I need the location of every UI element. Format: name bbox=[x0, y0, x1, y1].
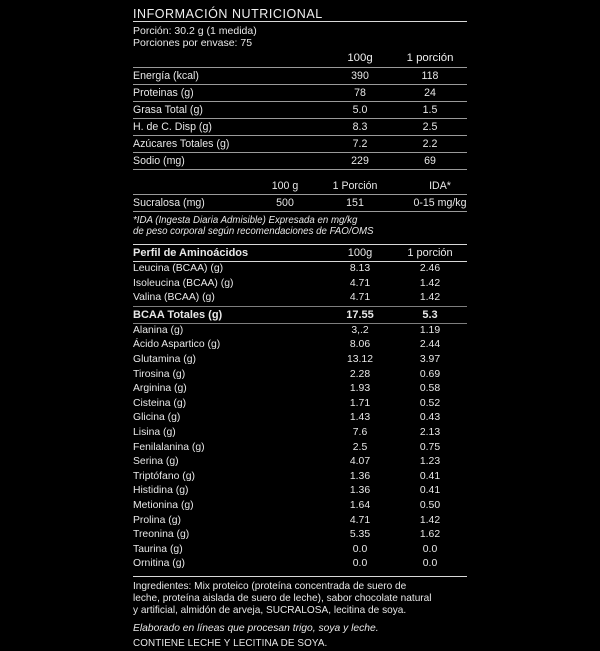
row-value-100g: 4.71 bbox=[349, 514, 371, 526]
amino-header-100g: 100g bbox=[347, 247, 373, 259]
row-value-100g: 1.36 bbox=[349, 485, 371, 497]
row-label: Cisteina (g) bbox=[133, 397, 187, 409]
row-label: Leucina (BCAA) (g) bbox=[133, 263, 224, 274]
row-value-100g: 2.28 bbox=[349, 368, 371, 380]
table-row bbox=[133, 368, 467, 383]
table-row bbox=[133, 262, 467, 277]
row-label: Alanina (g) bbox=[133, 324, 184, 336]
row-value-portion: 0.69 bbox=[419, 368, 441, 380]
amino-header-label: Perfil de Aminoácidos bbox=[133, 247, 249, 259]
table-row bbox=[133, 68, 467, 84]
row-value-100g: 5.0 bbox=[352, 103, 368, 116]
serving-per-container: Porciones por envase: 75 bbox=[133, 37, 253, 50]
page-title: INFORMACIÓN NUTRICIONAL bbox=[133, 7, 323, 21]
table-row bbox=[133, 514, 467, 529]
row-value-100g: 78 bbox=[354, 86, 366, 99]
amino-table-header bbox=[133, 245, 467, 261]
row-value-portion: 1.42 bbox=[419, 292, 441, 304]
allergen-notice: Elaborado en líneas que procesan trigo, soya y leche. bbox=[133, 623, 379, 635]
row-label: Ornitina (g) bbox=[133, 558, 185, 570]
row-value-100g: 2.5 bbox=[352, 441, 368, 453]
row-value-100g: 4.71 bbox=[349, 277, 371, 289]
serving-portion: Porción: 30.2 g (1 medida) bbox=[133, 25, 257, 37]
row-value-portion: 3.97 bbox=[419, 353, 441, 365]
table-row bbox=[133, 543, 467, 558]
row-label: Histidina (g) bbox=[133, 485, 189, 497]
row-label: Isoleucina (BCAA) (g) bbox=[133, 277, 234, 289]
row-value-100g: 1.43 bbox=[349, 412, 371, 424]
row-value-100g: 17.55 bbox=[346, 308, 374, 321]
row-value-portion: 1.42 bbox=[419, 277, 441, 289]
row-value-portion: 1.42 bbox=[419, 514, 441, 526]
row-label: Serina (g) bbox=[133, 456, 179, 468]
row-label: H. de C. Disp (g) bbox=[133, 120, 212, 133]
row-label: Valina (BCAA) (g) bbox=[133, 292, 215, 304]
row-value-portion: 0.41 bbox=[419, 470, 441, 482]
row-value-portion: 5.3 bbox=[422, 308, 438, 321]
row-label: Tirosina (g) bbox=[133, 368, 186, 380]
row-value-portion: 0.0 bbox=[422, 558, 438, 570]
table-row bbox=[133, 136, 467, 152]
table-row bbox=[133, 119, 467, 135]
sucralose-header-100g: 100 g bbox=[271, 179, 299, 192]
row-value-portion: 0.52 bbox=[419, 397, 441, 409]
ida-footnote-line1: *IDA (Ingesta Diaria Admisible) Expresada en mg/kg bbox=[133, 214, 358, 226]
row-value-portion: 0.43 bbox=[419, 412, 441, 424]
row-value-100g: 8.3 bbox=[352, 120, 368, 133]
row-value-100g: 13.12 bbox=[346, 353, 374, 365]
row-label: Grasa Total (g) bbox=[133, 103, 203, 116]
table-row bbox=[133, 102, 467, 118]
row-value-portion: 1.23 bbox=[419, 456, 441, 468]
row-value-100g: 7.6 bbox=[352, 426, 368, 438]
table-row bbox=[133, 484, 467, 499]
table-row bbox=[133, 324, 467, 339]
table-row bbox=[133, 85, 467, 101]
row-label: Metionina (g) bbox=[133, 499, 194, 511]
row-label: BCAA Totales (g) bbox=[133, 308, 223, 321]
row-label: Fenilalanina (g) bbox=[133, 441, 205, 453]
main-header-100g: 100g bbox=[347, 51, 373, 64]
main-nutrition-table bbox=[133, 67, 467, 170]
row-value-portion: 24 bbox=[424, 86, 436, 99]
row-value-100g: 1.36 bbox=[349, 470, 371, 482]
main-header-portion: 1 porción bbox=[406, 51, 454, 64]
row-value-100g: 500 bbox=[276, 196, 294, 209]
label-content bbox=[133, 0, 467, 650]
table-row bbox=[133, 557, 467, 572]
serving-info bbox=[133, 22, 467, 50]
row-value-portion: 0.58 bbox=[419, 383, 441, 395]
row-value-portion: 118 bbox=[421, 69, 439, 82]
row-label: Sucralosa (mg) bbox=[133, 196, 205, 209]
row-label: Glicina (g) bbox=[133, 412, 181, 424]
row-value-100g: 7.2 bbox=[352, 137, 368, 150]
row-value-portion: 0.41 bbox=[419, 485, 441, 497]
table-row bbox=[133, 307, 467, 323]
row-value-100g: 390 bbox=[351, 69, 369, 82]
row-value-ida: 0-15 mg/kg bbox=[413, 196, 467, 209]
row-label: Glutamina (g) bbox=[133, 353, 196, 365]
row-label: Sodio (mg) bbox=[133, 154, 185, 167]
spacer-after-main-table bbox=[133, 170, 467, 178]
row-value-portion: 0.0 bbox=[422, 543, 438, 555]
ingredients-line-1: Ingredientes: Mix proteico (proteína concentrada de suero de bbox=[133, 580, 407, 592]
ingredients-line-2: leche, proteína aislada de suero de leche), sabor chocolate natural bbox=[133, 593, 432, 605]
row-label: Taurina (g) bbox=[133, 543, 183, 555]
row-value-100g: 1.71 bbox=[349, 397, 371, 409]
table-row bbox=[133, 277, 467, 292]
main-table-header bbox=[133, 50, 467, 67]
ingredients-block bbox=[133, 577, 467, 618]
table-row bbox=[133, 470, 467, 485]
row-value-100g: 4.07 bbox=[349, 456, 371, 468]
ingredients-line-3: y artificial, almidón de arveja, SUCRALOSA, lecitina de soya. bbox=[133, 605, 407, 617]
row-label: Triptófano (g) bbox=[133, 470, 195, 482]
table-row bbox=[133, 353, 467, 368]
table-row bbox=[133, 528, 467, 543]
sucralose-table-header bbox=[133, 178, 467, 194]
row-value-portion: 2.5 bbox=[422, 120, 438, 133]
amino-header-portion: 1 porción bbox=[407, 247, 453, 259]
row-label: Energía (kcal) bbox=[133, 69, 199, 82]
row-label: Lisina (g) bbox=[133, 426, 176, 438]
row-value-portion: 2.2 bbox=[422, 137, 438, 150]
table-row bbox=[133, 382, 467, 397]
row-value-100g: 4.71 bbox=[349, 292, 371, 304]
table-row bbox=[133, 338, 467, 353]
table-row bbox=[133, 195, 467, 211]
table-row bbox=[133, 499, 467, 514]
contains-notice: CONTIENE LECHE Y LECITINA DE SOYA. bbox=[133, 638, 328, 650]
row-label: Proteinas (g) bbox=[133, 86, 194, 99]
row-value-portion: 1.5 bbox=[422, 103, 438, 116]
row-value-100g: 8.13 bbox=[349, 263, 371, 274]
row-label: Treonina (g) bbox=[133, 529, 190, 541]
row-value-100g: 0.0 bbox=[352, 558, 368, 570]
ida-footnote-line2: de peso corporal según recomendaciones de FAO/OMS bbox=[133, 226, 374, 238]
table-row bbox=[133, 441, 467, 456]
row-label: Prolina (g) bbox=[133, 514, 181, 526]
table-row bbox=[133, 291, 467, 306]
row-value-100g: 3,.2 bbox=[351, 324, 369, 336]
row-value-100g: 8.06 bbox=[349, 339, 371, 351]
row-label: Ácido Aspartico (g) bbox=[133, 339, 221, 351]
row-value-portion: 0.75 bbox=[419, 441, 441, 453]
row-value-100g: 0.0 bbox=[352, 543, 368, 555]
table-row bbox=[133, 411, 467, 426]
table-row bbox=[133, 153, 467, 169]
sucralose-table bbox=[133, 195, 467, 212]
ida-footnote bbox=[133, 212, 467, 238]
table-row bbox=[133, 426, 467, 441]
sucralose-header-portion: 1 Porción bbox=[332, 179, 378, 192]
row-value-100g: 229 bbox=[351, 154, 369, 167]
table-row bbox=[133, 397, 467, 412]
row-value-portion: 69 bbox=[424, 154, 436, 167]
row-label: Azúcares Totales (g) bbox=[133, 137, 230, 150]
amino-acid-table bbox=[133, 262, 467, 576]
row-value-portion: 2.46 bbox=[419, 263, 441, 274]
table-row bbox=[133, 455, 467, 470]
row-value-portion: 1.62 bbox=[419, 529, 441, 541]
sucralose-header-ida: IDA* bbox=[429, 179, 451, 192]
row-value-portion: 0.50 bbox=[419, 499, 441, 511]
row-value-100g: 5.35 bbox=[349, 529, 371, 541]
row-value-portion: 2.13 bbox=[419, 426, 441, 438]
row-label: Arginina (g) bbox=[133, 383, 187, 395]
row-value-100g: 1.93 bbox=[349, 383, 371, 395]
row-value-100g: 1.64 bbox=[349, 499, 371, 511]
row-value-portion: 2.44 bbox=[419, 339, 441, 351]
row-value-portion: 1.19 bbox=[419, 324, 441, 336]
row-value-portion: 151 bbox=[346, 196, 364, 209]
